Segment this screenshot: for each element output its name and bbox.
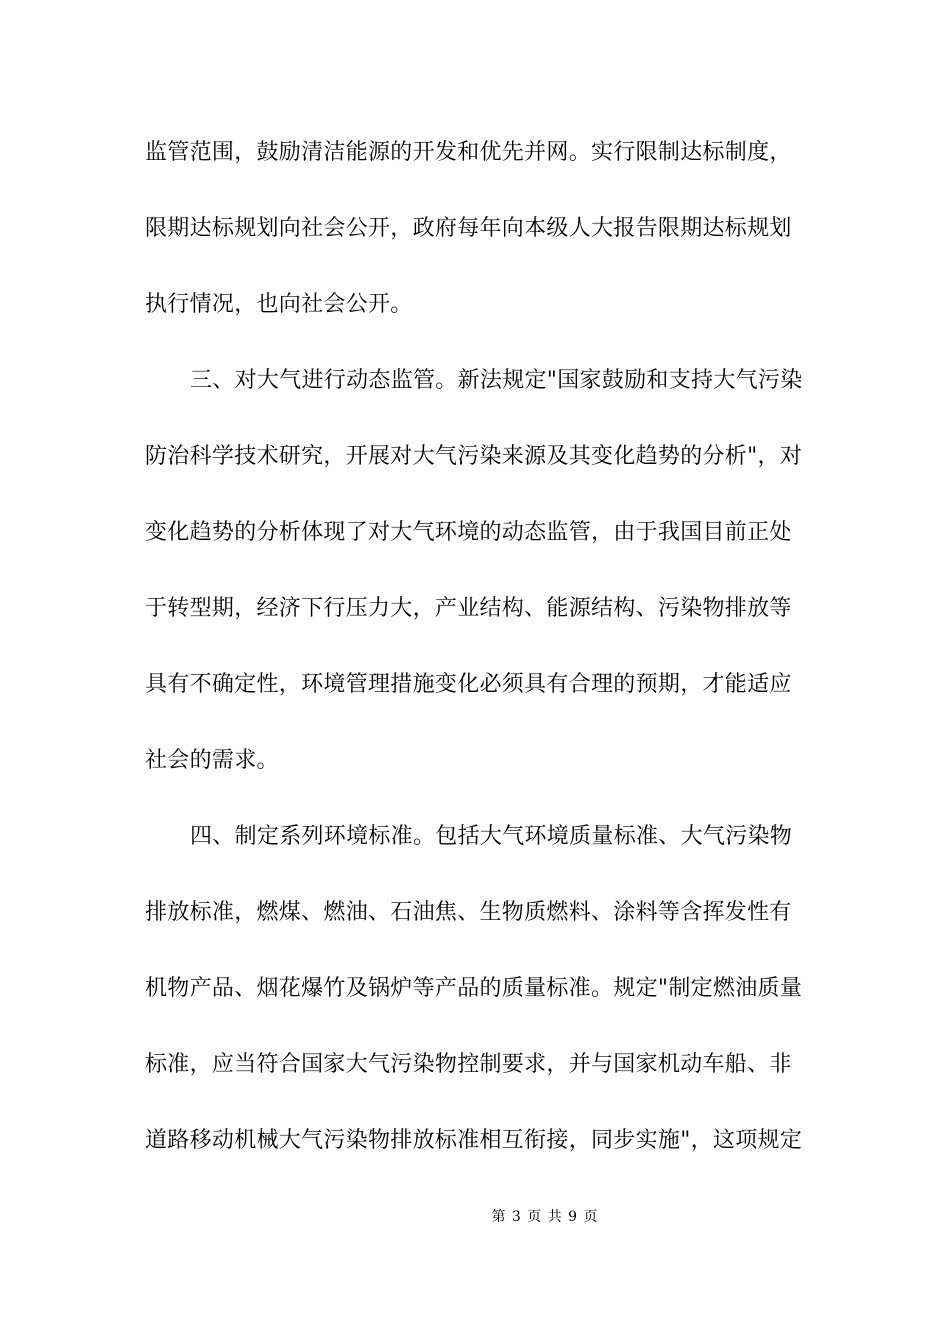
paragraph-1-line-1: 监管范围，鼓励清洁能源的开发和优先并网。实行限制达标制度，: [145, 140, 792, 165]
paragraph-3-line-4: 标准，应当符合国家大气污染物控制要求，并与国家机动车船、非: [145, 1052, 792, 1077]
page-number-label: 第 3 页 共 9 页: [491, 1209, 599, 1225]
paragraph-3-line-2: 排放标准，燃煤、燃油、石油焦、生物质燃料、涂料等含挥发性有: [145, 900, 792, 925]
page-footer: [0, 1207, 950, 1227]
paragraph-1-line-3: 执行情况，也向社会公开。: [145, 292, 413, 317]
paragraph-2-line-1: 三、对大气进行动态监管。新法规定"国家鼓励和支持大气污染: [190, 368, 803, 393]
paragraph-3-line-3: 机物产品、烟花爆竹及锅炉等产品的质量标准。规定"制定燃油质量: [145, 976, 803, 1001]
paragraph-2-line-3: 变化趋势的分析体现了对大气环境的动态监管，由于我国目前正处: [145, 520, 792, 545]
paragraph-2-line-2: 防治科学技术研究，开展对大气污染来源及其变化趋势的分析"，对: [145, 444, 803, 469]
paragraph-2-line-5: 具有不确定性，环境管理措施变化必须具有合理的预期，才能适应: [145, 672, 792, 697]
paragraph-2-line-4: 于转型期，经济下行压力大，产业结构、能源结构、污染物排放等: [145, 596, 792, 621]
paragraph-2-line-6: 社会的需求。: [145, 748, 279, 773]
paragraph-1-line-2: 限期达标规划向社会公开，政府每年向本级人大报告限期达标规划: [145, 216, 792, 241]
paragraph-3-line-1: 四、制定系列环境标准。包括大气环境质量标准、大气污染物: [190, 824, 793, 849]
paragraph-3-line-5: 道路移动机械大气污染物排放标准相互衔接，同步实施"，这项规定: [145, 1128, 803, 1153]
